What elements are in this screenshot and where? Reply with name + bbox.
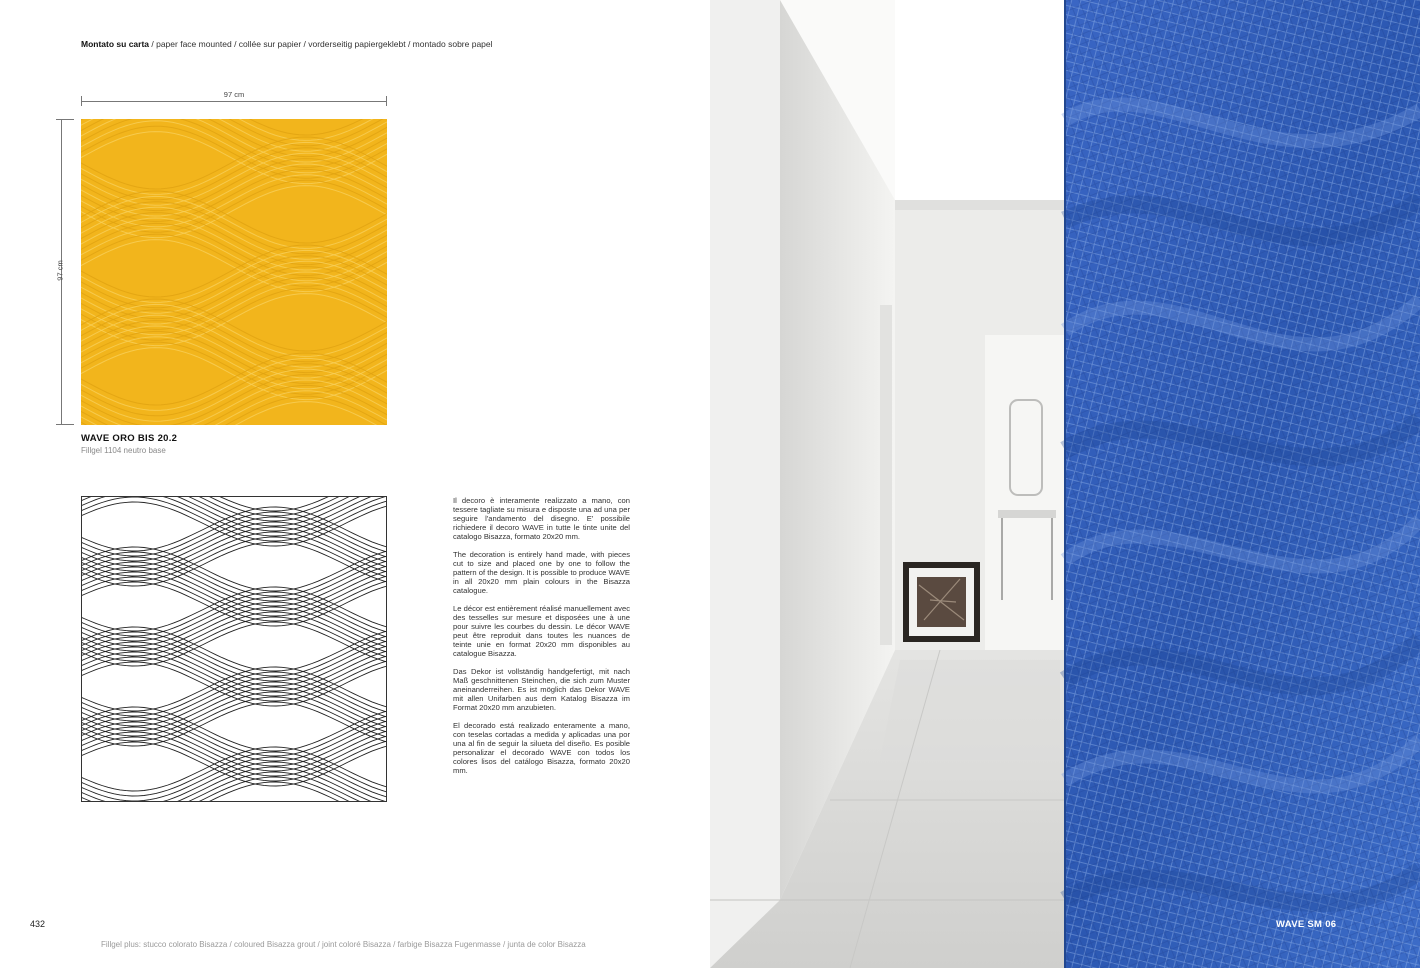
width-dimension-label: 97 cm — [81, 90, 387, 99]
product-grout: Fillgel 1104 neutro base — [81, 446, 166, 455]
product-swatch — [81, 119, 387, 425]
interior-photo — [710, 0, 1420, 968]
description-text — [453, 496, 630, 784]
mounting-rest: / paper face mounted / collée sur papier / vorderseitig papiergeklebt / montado sobre papel — [149, 39, 493, 49]
description-es: El decorado está realizado enteramente a mano, con teselas cortadas a medida y aplicadas una por una al fin de seguir la silueta del diseño. Es posible personalizar el decorado WAVE con todos los colores lisos del catálogo Bisazza, formato 20x20 mm. — [453, 721, 630, 775]
description-en: The decoration is entirely hand made, with pieces cut to size and placed one by one to follow the pattern of the design. It is possible to produce WAVE in all 20x20 mm plain colours in the Bisazza catalogue. — [453, 550, 630, 595]
description-it: Il decoro è interamente realizzato a mano, con tessere tagliate su misura e disposte una ad una per seguire l'andamento del disegno. E' possibile richiedere il decoro WAVE in tutte le tinte unite del catalogo Bisazza, formato 20x20 mm. — [453, 496, 630, 541]
photo-caption: WAVE SM 06 — [1276, 919, 1337, 930]
mounting-bold: Montato su carta — [81, 39, 150, 49]
mounting-info — [81, 39, 493, 49]
pattern-line-drawing — [81, 496, 387, 802]
page-number: 432 — [30, 919, 46, 929]
description-fr: Le décor est entièrement réalisé manuellement avec des tesselles sur mesure et disposées une à une pour suivre les courbes du dessin. Le décor WAVE peut être reproduit dans toutes les nuances de teinte unie en format 20x20 mm disponibles au catalogue Bisazza. — [453, 604, 630, 658]
wave-line-art — [82, 497, 386, 801]
height-dimension-label: 97 cm — [55, 260, 65, 281]
footer-note: Fillgel plus: stucco colorato Bisazza / coloured Bisazza grout / joint coloré Bisazza / farbige Bisazza Fugenmasse / junta de color Bisazza — [101, 940, 586, 949]
interior-photo-art — [710, 0, 1420, 968]
description-de: Das Dekor ist vollständig handgefertigt, mit nach Maß geschnittenen Steinchen, die sich zum Muster aneinanderreihen. Es ist möglich das Dekor WAVE mit allen Unifarben aus dem Katalog Bisazza im Format 20x20 mm anzubieten. — [453, 667, 630, 712]
mosaic-pattern — [81, 119, 387, 425]
product-name: WAVE ORO BIS 20.2 — [81, 433, 178, 444]
